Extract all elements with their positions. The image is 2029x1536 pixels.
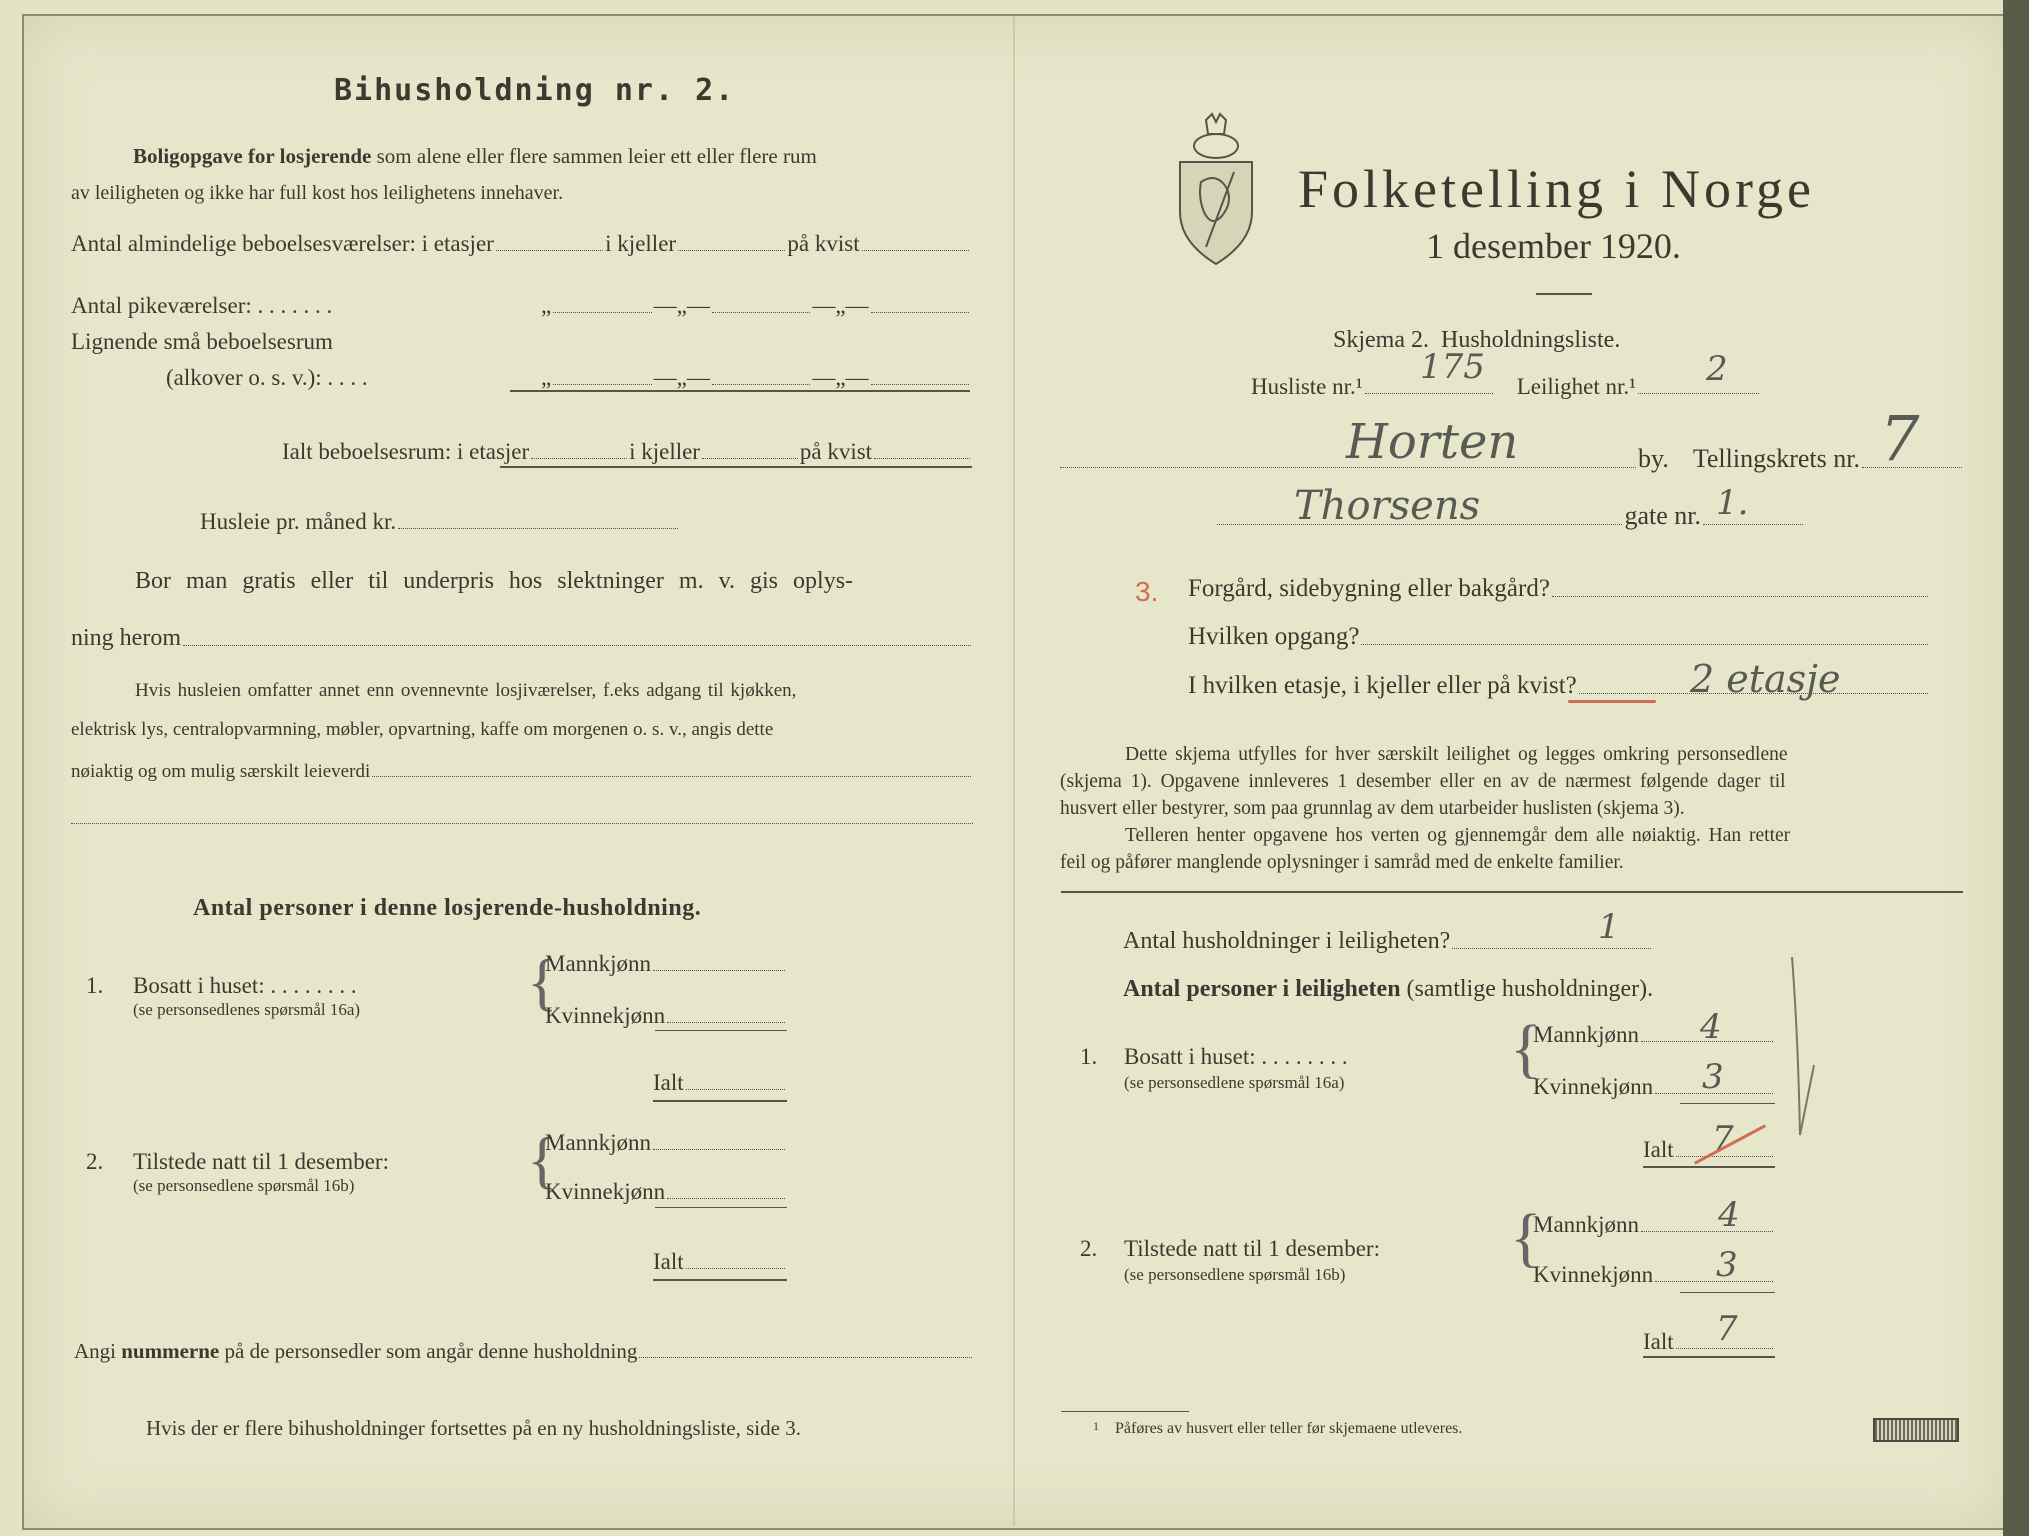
page-fold: [1013, 14, 1015, 1526]
kvinne-label: Kvinnekjønn: [545, 1179, 666, 1204]
left-q2-kvinne-row: [545, 1180, 787, 1203]
census-date: 1 desember 1920.: [1426, 226, 1681, 266]
by-label: by.: [1638, 444, 1669, 473]
husliste-row: [1251, 375, 1761, 398]
right-q2-kvinne-value: 3: [1716, 1245, 1738, 1285]
left-q1-ialt-row: [653, 1071, 787, 1094]
husleie-label: Husleie pr. måned kr.: [200, 509, 397, 534]
rule: [1680, 1103, 1775, 1104]
left-q2-label: Tilstede natt til 1 desember:: [133, 1149, 389, 1174]
mann-label: Mannkjønn: [1533, 1212, 1640, 1237]
bor-field[interactable]: [183, 645, 971, 646]
husliste-label: Husliste nr.¹: [1251, 374, 1363, 399]
gate-value: 1.: [1716, 483, 1749, 523]
right-q1-label: Bosatt i huset: . . . . . . . .: [1124, 1044, 1348, 1069]
lignende-kjeller-field[interactable]: [712, 384, 810, 385]
rule: [1680, 1292, 1775, 1293]
norwegian-coat-of-arms-icon: [1176, 112, 1256, 267]
left-q2-kvinne-field[interactable]: [667, 1198, 785, 1199]
rule: [655, 1030, 787, 1031]
scan-edge: [2003, 0, 2029, 1536]
right-persons-heading: [1123, 977, 1653, 1001]
sum-rule: [510, 390, 970, 392]
ditto-mark: „: [541, 365, 552, 390]
leilighet-field[interactable]: [1638, 393, 1759, 394]
right-q1-mann-value: 4: [1700, 1007, 1722, 1047]
angi-bold: nummerne: [121, 1339, 220, 1363]
left-q2-ialt-field[interactable]: [686, 1268, 785, 1269]
left-persons-heading: Antal personer i denne losjerende-husholdning.: [193, 895, 702, 921]
title-dash: [1536, 293, 1592, 295]
husleie-field[interactable]: [398, 528, 678, 529]
leilighet-value: 2: [1706, 349, 1728, 389]
left-q2-mann-row: [545, 1131, 787, 1154]
intro-line-2: av leiligheten og ikke har full kost hos leilighetens innehaver.: [71, 182, 564, 204]
lignende-kvist-field[interactable]: [871, 384, 969, 385]
right-q1-kvinne-value: 3: [1702, 1057, 1724, 1097]
persons-bold: Antal personer i leiligheten: [1123, 976, 1401, 1002]
etasje-value: 2 etasje: [1690, 657, 1841, 701]
kjeller-label: i kjeller: [629, 439, 700, 464]
angi-prefix: Angi: [74, 1339, 116, 1363]
brace: {: [527, 1124, 558, 1195]
right-q2-label: Tilstede natt til 1 desember:: [1124, 1236, 1380, 1261]
opgang-row: [1188, 624, 1930, 649]
ialt-label: Ialt: [1643, 1329, 1674, 1354]
left-q1-num: 1.: [86, 973, 104, 998]
rule: [655, 1207, 787, 1208]
intro-rest: som alene eller flere sammen leier ett eller flere rum: [376, 144, 817, 168]
ialt-rule: [500, 466, 972, 468]
hvis-line-1: Hvis husleien omfatter annet enn ovennevnte losjiværelser, f.eks adgang til kjøkken,: [135, 680, 797, 701]
section-rule: [1061, 891, 1963, 893]
etasjer-field[interactable]: [496, 250, 603, 251]
instructions-line: Dette skjema utfylles for hver særskilt leilighet og legges omkring personsedlene: [1125, 744, 1788, 765]
rule: [653, 1279, 787, 1281]
right-q2-kvinne-row: [1533, 1263, 1775, 1286]
left-q2-num: 2.: [86, 1149, 104, 1174]
skjema-label: Skjema 2. Husholdningsliste.: [1333, 327, 1621, 353]
ditto-mark: —„—: [653, 293, 710, 318]
rooms-row: [71, 232, 971, 255]
husholdninger-value: 1: [1598, 907, 1620, 947]
mann-label: Mannkjønn: [545, 951, 652, 976]
right-q1-kvinne-row: [1533, 1075, 1775, 1098]
left-q1-sub: (se personsedlenes spørsmål 16a): [133, 1000, 361, 1019]
pike-etasjer-field[interactable]: [553, 312, 651, 313]
right-q2-ialt-value: 7: [1716, 1309, 1738, 1349]
left-q1-mann-row: [545, 952, 787, 975]
footnote-text: Påføres av husvert eller teller før skjemaene utleveres.: [1115, 1420, 1463, 1437]
intro-line-1: [133, 146, 817, 167]
left-q2-ialt-row: [653, 1250, 787, 1273]
kvinne-label: Kvinnekjønn: [1533, 1262, 1654, 1287]
right-title: Folketelling i Norge: [1298, 159, 1815, 219]
q3-number: 3.: [1135, 576, 1159, 607]
angi-row: [74, 1341, 974, 1362]
ialt-label: Ialt: [653, 1249, 684, 1274]
kvist-label: på kvist: [787, 231, 860, 256]
leieverdi-field[interactable]: [372, 776, 971, 777]
footnote-num: 1: [1093, 1419, 1099, 1433]
left-q2-mann-field[interactable]: [653, 1149, 785, 1150]
bor-line-2: ning herom: [71, 625, 181, 651]
right-q1-ialt-value: 7: [1712, 1119, 1734, 1159]
street-value: Thorsens: [1294, 483, 1481, 529]
rule: [653, 1100, 787, 1102]
rule: [1643, 1166, 1775, 1168]
lignende-row: [166, 366, 971, 389]
right-q1-sub: (se personsedlene spørsmål 16a): [1124, 1073, 1345, 1092]
hvis-line-2: elektrisk lys, centralopvarmning, møbler, opvartning, kaffe om morgenen o. s. v., angis dette: [71, 719, 774, 740]
lignende-label-2: (alkover o. s. v.): . . . .: [166, 365, 368, 390]
left-q1-kvinne-row: [545, 1004, 787, 1027]
right-q1-num: 1.: [1080, 1044, 1098, 1069]
ditto-mark: —„—: [812, 365, 869, 390]
etasjer-label: i etasjer: [421, 231, 494, 256]
etasjer-label: i etasjer: [457, 439, 530, 464]
tellingskrets-value: 7: [1880, 402, 1920, 475]
husholdninger-field[interactable]: [1452, 948, 1651, 949]
brace: {: [527, 946, 558, 1017]
kvinne-label: Kvinnekjønn: [1533, 1074, 1654, 1099]
intro-bold: Boligopgave for losjerende: [133, 144, 372, 168]
city-value: Horten: [1346, 414, 1519, 470]
left-footer: Hvis der er flere bihusholdninger fortsettes på en ny husholdningsliste, side 3.: [146, 1416, 801, 1440]
kvist-field[interactable]: [862, 250, 969, 251]
pike-kvist-field[interactable]: [871, 312, 969, 313]
brace: {: [1510, 1012, 1542, 1085]
kvist-label: på kvist: [799, 439, 873, 464]
forgard-row: [1188, 576, 1930, 601]
ialt-rooms-row: [282, 440, 972, 463]
rule: [1643, 1356, 1775, 1358]
pike-label: Antal pikeværelser: . . . . . . .: [71, 293, 333, 318]
kjeller-label: i kjeller: [605, 231, 677, 256]
brace: {: [1510, 1201, 1542, 1274]
pike-kjeller-field[interactable]: [712, 312, 810, 313]
lignende-etasjer-field[interactable]: [553, 384, 651, 385]
instructions-line: feil og påfører manglende oplysninger i samråd med de enkelte familier.: [1060, 852, 1624, 873]
red-underline-mark: [1568, 700, 1656, 703]
gate-label: gate nr.: [1624, 501, 1701, 530]
pencil-tick-mark: [1780, 955, 1820, 1140]
right-q2-sub: (se personsedlene spørsmål 16b): [1124, 1265, 1346, 1284]
opgang-field[interactable]: [1361, 644, 1928, 645]
forgard-field[interactable]: [1552, 596, 1928, 597]
husholdninger-row: [1123, 929, 1653, 953]
right-q2-num: 2.: [1080, 1236, 1098, 1261]
right-q2-kvinne-field[interactable]: [1655, 1281, 1773, 1282]
ialt-label: Ialt: [1643, 1137, 1674, 1162]
right-q2-mann-field[interactable]: [1641, 1231, 1773, 1232]
husleie-row: [200, 510, 680, 533]
right-q2-ialt-row: [1643, 1330, 1775, 1353]
ialt-rooms-label: Ialt beboelsesrum:: [282, 439, 452, 464]
instructions-line: (skjema 1). Opgavene innleveres 1 desember eller en av de nærmest følgende dager til: [1060, 771, 1786, 792]
ialt-kjeller-field[interactable]: [702, 458, 798, 459]
hvis-row: [71, 762, 973, 781]
gate-field[interactable]: [1703, 524, 1803, 525]
bor-line-1: Bor man gratis eller til underpris hos slektninger m. v. gis oplys-: [135, 568, 854, 594]
etasje-label: I hvilken etasje, i kjeller eller på kvist?: [1188, 672, 1577, 699]
kvinne-label: Kvinnekjønn: [545, 1003, 666, 1028]
lignende-label-1: Lignende små beboelsesrum: [71, 329, 333, 354]
leieverdi-field-2[interactable]: [71, 823, 973, 824]
left-q1-label: Bosatt i huset: . . . . . . . .: [133, 973, 357, 998]
hvis-line-3: nøiaktig og om mulig særskilt leieverdi: [71, 761, 371, 782]
printer-stamp: [1873, 1418, 1959, 1442]
instructions-line: husvert eller bestyrer, som paa grunnlag av dem utarbeider huslisten (skjema 3).: [1060, 798, 1685, 819]
ialt-kvist-field[interactable]: [874, 458, 970, 459]
ditto-mark: „: [541, 293, 552, 318]
left-title: Bihusholdning nr. 2.: [334, 73, 736, 108]
mann-label: Mannkjønn: [545, 1130, 652, 1155]
kjeller-field[interactable]: [678, 250, 785, 251]
instructions-line: Telleren henter opgavene hos verten og gjennemgår dem alle nøiaktig. Han retter: [1125, 825, 1791, 846]
rooms-label: Antal almindelige beboelsesværelser:: [71, 231, 416, 256]
ditto-mark: —„—: [812, 293, 869, 318]
ialt-label: Ialt: [653, 1070, 684, 1095]
footnote-rule: [1061, 1411, 1189, 1412]
husliste-value: 175: [1420, 347, 1485, 387]
left-q1-kvinne-field[interactable]: [667, 1022, 785, 1023]
right-q1-ialt-row: [1643, 1138, 1775, 1161]
pike-row: [71, 294, 971, 317]
bor-row: [71, 626, 973, 650]
left-q1-mann-field[interactable]: [653, 970, 785, 971]
tellingskrets-label: Tellingskrets nr.: [1692, 444, 1860, 473]
husholdninger-label: Antal husholdninger i leiligheten?: [1123, 928, 1451, 954]
left-q2-sub: (se personsedlene spørsmål 16b): [133, 1176, 355, 1195]
angi-suffix: på de personsedler som angår denne husholdning: [224, 1339, 638, 1363]
persons-rest: (samtlige husholdninger).: [1406, 976, 1654, 1002]
ditto-mark: —„—: [653, 365, 710, 390]
opgang-label: Hvilken opgang?: [1188, 623, 1360, 650]
right-q2-mann-value: 4: [1718, 1195, 1740, 1235]
right-q1-mann-row: [1533, 1023, 1775, 1046]
husliste-field[interactable]: [1365, 393, 1493, 394]
ialt-etasjer-field[interactable]: [531, 458, 627, 459]
angi-field[interactable]: [639, 1357, 972, 1358]
leilighet-label: Leilighet nr.¹: [1516, 374, 1636, 399]
mann-label: Mannkjønn: [1533, 1022, 1640, 1047]
forgard-label: Forgård, sidebygning eller bakgård?: [1188, 575, 1550, 602]
left-q1-ialt-field[interactable]: [686, 1089, 785, 1090]
